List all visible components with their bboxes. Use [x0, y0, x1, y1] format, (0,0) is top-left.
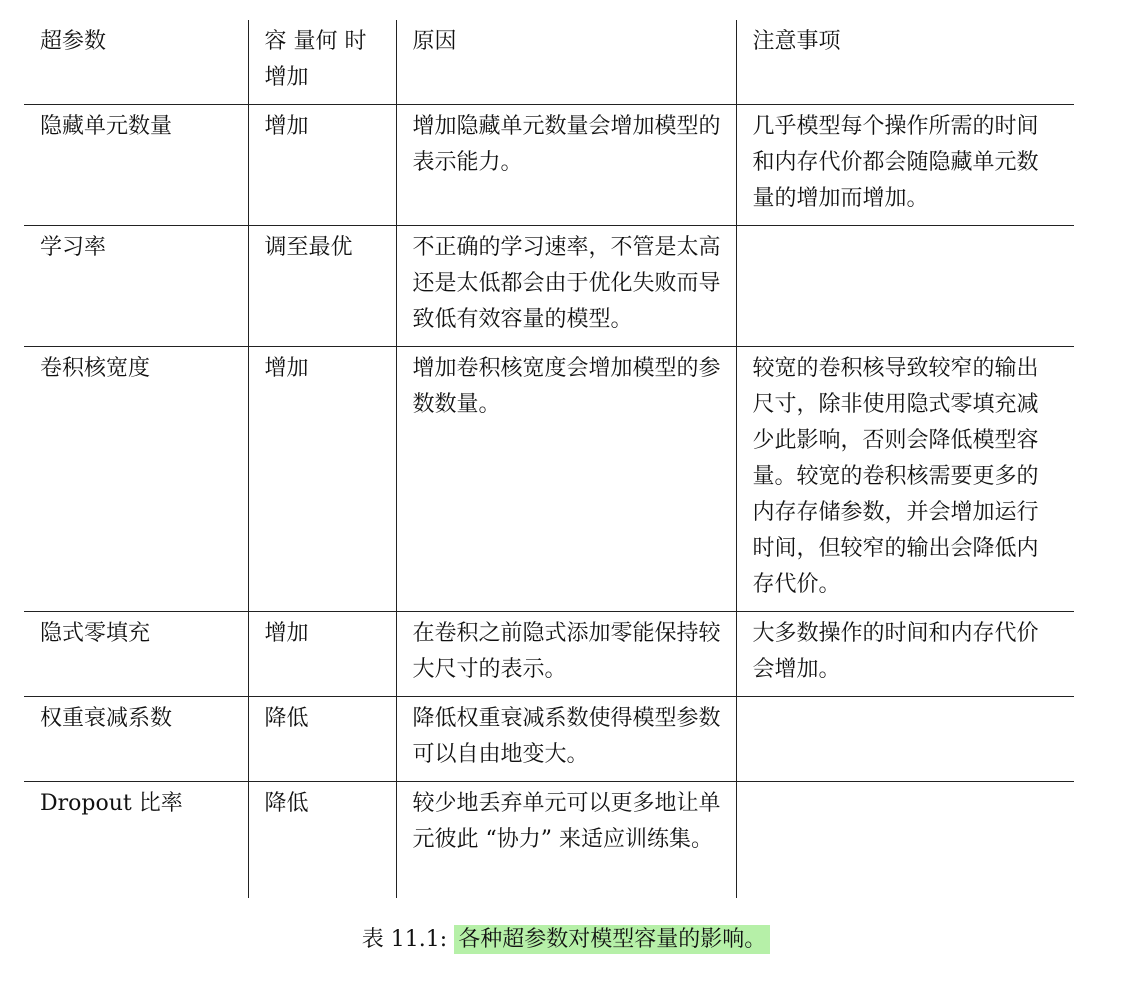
table-row	[24, 612, 1074, 697]
reason-cell: 增加卷积核宽度会增加模型的参数数量。	[396, 347, 736, 612]
param-cell: 学习率	[24, 226, 248, 347]
when-cell: 增加	[248, 347, 396, 612]
hyperparameter-table	[24, 20, 1074, 898]
header-cell-hyperparameter: 超参数	[40, 29, 107, 54]
reason-cell: 较少地丢弃单元可以更多地让单元彼此 “协力” 来适应训练集。	[396, 782, 736, 899]
header-cell-reason: 原因	[396, 20, 736, 105]
header-cell-caveats: 注意事项	[736, 20, 1074, 105]
caveat-cell	[736, 697, 1074, 782]
when-cell: 增加	[248, 612, 396, 697]
when-cell: 调至最优	[248, 226, 396, 347]
when-cell: 增加	[248, 105, 396, 226]
table-row	[24, 697, 1074, 782]
table-row	[24, 226, 1074, 347]
when-cell: 降低	[248, 697, 396, 782]
table-header-row	[24, 20, 1074, 105]
caveat-cell: 大多数操作的时间和内存代价会增加。	[736, 612, 1074, 697]
table-caption	[0, 922, 1132, 958]
table-row	[24, 105, 1074, 226]
param-cell: 隐藏单元数量	[24, 105, 248, 226]
param-cell: 隐式零填充	[24, 612, 248, 697]
reason-cell: 不正确的学习速率，不管是太高还是太低都会由于优化失败而导致低有效容量的模型。	[396, 226, 736, 347]
reason-cell: 在卷积之前隐式添加零能保持较大尺寸的表示。	[396, 612, 736, 697]
caption-text-highlighted: 各种超参数对模型容量的影响。	[454, 925, 770, 954]
caveat-cell	[736, 226, 1074, 347]
table-row	[24, 782, 1074, 899]
reason-cell: 增加隐藏单元数量会增加模型的表示能力。	[396, 105, 736, 226]
caveat-cell	[736, 782, 1074, 899]
param-cell: 权重衰减系数	[24, 697, 248, 782]
header-cell-when-to-increase: 容 量何 时 增加	[248, 20, 396, 105]
caption-label: 表 11.1:	[361, 927, 455, 952]
reason-cell: 降低权重衰减系数使得模型参数可以自由地变大。	[396, 697, 736, 782]
param-cell: Dropout 比率	[24, 782, 248, 899]
caveat-cell: 较宽的卷积核导致较窄的输出尺寸，除非使用隐式零填充减少此影响，否则会降低模型容量。较宽的卷积核需要更多的内存存储参数，并会增加运行时间，但较窄的输出会降低内存代价。	[736, 347, 1074, 612]
table-row	[24, 347, 1074, 612]
caveat-cell: 几乎模型每个操作所需的时间和内存代价都会随隐藏单元数量的增加而增加。	[736, 105, 1074, 226]
param-cell: 卷积核宽度	[24, 347, 248, 612]
when-cell: 降低	[248, 782, 396, 899]
